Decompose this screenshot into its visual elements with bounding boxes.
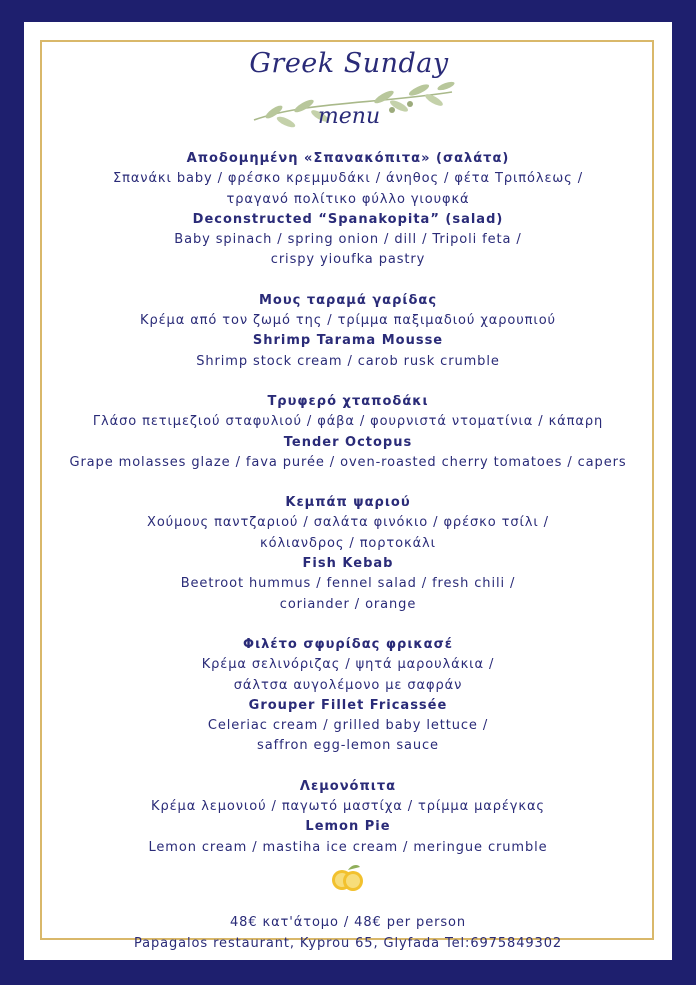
dish-description-english: Celeriac cream / grilled baby lettuce / [207, 718, 489, 734]
dish-description-english: Baby spinach / spring onion / dill / Tripoli feta / [174, 232, 522, 248]
menu-footer [24, 864, 672, 954]
menu-sections [24, 149, 672, 878]
dish-title-greek: Λεμονόπιτα [299, 778, 397, 794]
menu-section [24, 291, 672, 372]
menu-section [24, 392, 672, 473]
dish-title-greek: Αποδομημένη «Σπανακόπιτα» (σαλάτα) [186, 151, 510, 166]
menu-section [24, 777, 672, 858]
dish-title-english: Grouper Fillet Fricassée [248, 697, 448, 713]
menu-subtitle: menu [317, 104, 381, 129]
dish-description-greek: Κρέμα λεμονιού / παγωτό μαστίχα / τρίμμα μαρέγκας [151, 799, 545, 815]
dish-title-greek: Κεμπάπ ψαριού [285, 495, 411, 511]
dish-title-english: Deconstructed “Spanakopita” (salad) [192, 211, 504, 227]
menu-section [24, 493, 672, 615]
dish-title-english: Tender Octopus [283, 434, 413, 450]
menu-card [24, 22, 672, 960]
dish-description-greek: Κρέμα σελινόριζας / ψητά μαρουλάκια / [201, 657, 495, 673]
dish-title-greek: Τρυφερό χταποδάκι [267, 393, 429, 409]
menu-logo [234, 42, 464, 162]
address-line: Papagalos restaurant, Kyprou 65, Glyfada Tel:6975849302 [133, 936, 563, 951]
dish-description-greek: Κρέμα από τον ζωμό της / τρίμμα παξιμαδιού χαρουπιού [140, 313, 556, 329]
dish-title-greek: Μους ταραμά γαρίδας [258, 292, 438, 308]
dish-title-english: Fish Kebab [302, 556, 394, 572]
dish-title-english: Lemon Pie [305, 819, 391, 835]
dish-description-english: Beetroot hummus / fennel salad / fresh chili / [180, 576, 516, 592]
dish-description-greek: σάλτσα αυγολέμονο με σαφράν [233, 677, 463, 693]
price-line: 48€ κατ'άτομο / 48€ per person [229, 915, 467, 930]
dish-description-greek: τραγανό πολίτικο φύλλο γιουφκά [226, 191, 470, 207]
menu-section [24, 149, 672, 271]
dish-description-english: coriander / orange [279, 596, 417, 612]
dish-description-english: crispy yioufka pastry [270, 252, 426, 268]
dish-description-english: Lemon cream / mastiha ice cream / meringue crumble [148, 839, 548, 855]
menu-section [24, 635, 672, 757]
dish-title-greek: Φιλέτο σφυρίδας φρικασέ [243, 636, 453, 652]
dish-description-greek: Σπανάκι baby / φρέσκο κρεμμυδάκι / άνηθος / φέτα Τριπόλεως / [112, 171, 584, 187]
dish-description-greek: κόλιανδρος / πορτοκάλι [260, 535, 436, 551]
dish-description-english: saffron egg-lemon sauce [257, 738, 439, 754]
dish-description-english: Grape molasses glaze / fava purée / oven-roasted cherry tomatoes / capers [69, 454, 627, 470]
dish-title-english: Shrimp Tarama Mousse [252, 333, 444, 349]
dish-description-english: Shrimp stock cream / carob rusk crumble [196, 353, 500, 369]
menu-title: Greek Sunday [249, 48, 449, 79]
dish-description-greek: Γλάσο πετιμεζιού σταφυλιού / φάβα / φουρνιστά ντοματίνια / κάπαρη [92, 414, 604, 430]
dish-description-greek: Χούμους παντζαριού / σαλάτα φινόκιο / φρέσκο τσίλι / [147, 515, 549, 531]
